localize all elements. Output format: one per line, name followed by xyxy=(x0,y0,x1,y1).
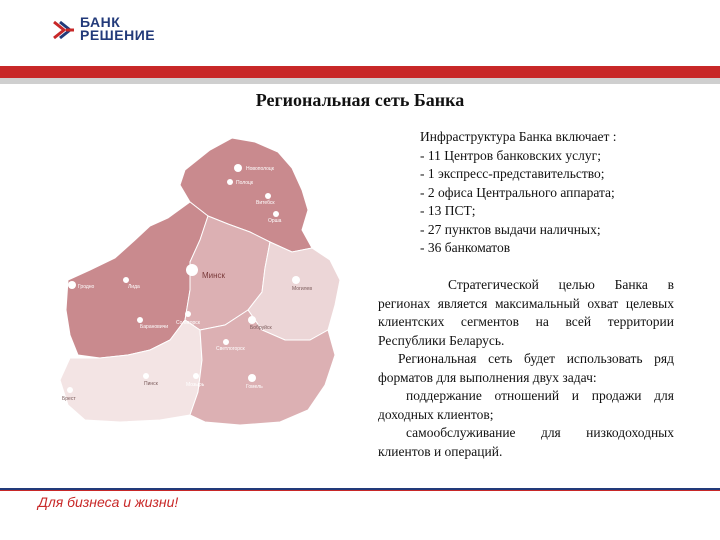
city-marker-grodno[interactable] xyxy=(68,281,76,289)
logo-mark-icon xyxy=(52,18,76,42)
logo-text xyxy=(80,16,155,42)
svg-text:Витебск: Витебск xyxy=(256,200,275,206)
city-marker-pinsk[interactable] xyxy=(143,373,149,379)
infrastructure-item: - 2 офиса Центрального аппарата; xyxy=(420,184,615,200)
logo-line2: РЕШЕНИЕ xyxy=(80,27,156,43)
infrastructure-heading: Инфраструктура Банка включает : xyxy=(420,129,617,144)
strategy-paragraph: Региональная сеть будет использовать ряд форматов для выполнения двух задач: xyxy=(378,351,674,385)
svg-text:Лида: Лида xyxy=(128,284,140,290)
city-marker-lida[interactable] xyxy=(123,277,129,283)
infrastructure-item: - 27 пунктов выдачи наличных; xyxy=(420,221,601,237)
svg-text:Барановичи: Барановичи xyxy=(140,324,169,330)
city-marker-brest[interactable] xyxy=(67,387,73,393)
city-marker-vitebsk[interactable] xyxy=(265,193,271,199)
city-marker-orsha[interactable] xyxy=(273,211,279,217)
header-red-band xyxy=(0,66,720,78)
city-marker-mogilev[interactable] xyxy=(292,276,300,284)
svg-text:Бобруйск: Бобруйск xyxy=(250,325,272,331)
capital-label: Минск xyxy=(202,271,226,280)
svg-text:Пинск: Пинск xyxy=(144,381,158,387)
svg-text:Мозырь: Мозырь xyxy=(186,382,205,388)
infrastructure-item: - 1 экспресс-представительство; xyxy=(420,166,605,181)
infrastructure-list xyxy=(420,128,700,258)
city-marker-polotsk[interactable] xyxy=(234,164,242,172)
infrastructure-item: - 11 Центров банковских услуг; xyxy=(420,147,601,163)
svg-text:Орша: Орша xyxy=(268,218,282,224)
strategy-paragraph: самообслуживание для низкодоходных клиентов и операций. xyxy=(378,425,674,459)
strategy-paragraph: поддержание отношений и продажи для доходных клиентов; xyxy=(378,388,674,422)
bank-logo[interactable] xyxy=(52,16,172,46)
svg-text:Брест: Брест xyxy=(62,396,76,402)
city-marker-gomel[interactable] xyxy=(248,374,256,382)
city-marker-polotsk2[interactable] xyxy=(227,179,233,185)
svg-text:Светлогорск: Светлогорск xyxy=(216,346,245,352)
city-marker-minsk[interactable] xyxy=(186,264,198,276)
city-marker-mozyr[interactable] xyxy=(193,373,199,379)
infrastructure-item: - 36 банкоматов xyxy=(420,240,511,255)
footer-slogan: Для бизнеса и жизни! xyxy=(38,494,179,510)
svg-text:Новополоцк: Новополоцк xyxy=(246,166,274,172)
city-marker-svetlogorsk[interactable] xyxy=(223,339,229,345)
svg-text:Гродно: Гродно xyxy=(78,284,95,290)
city-marker-baranovichi[interactable] xyxy=(137,317,143,323)
city-marker-bobruisk[interactable] xyxy=(248,316,256,324)
city-marker-soligorsk[interactable] xyxy=(185,311,191,317)
header-grey-band xyxy=(0,78,720,84)
page-title: Региональная сеть Банка xyxy=(255,90,465,110)
belarus-region-map xyxy=(40,130,370,450)
svg-text:Могилев: Могилев xyxy=(292,286,312,292)
svg-text:Полоцк: Полоцк xyxy=(236,180,254,186)
strategy-text xyxy=(378,276,674,461)
infrastructure-item: - 13 ПСТ; xyxy=(420,203,476,218)
footer-divider-accent xyxy=(0,490,720,491)
svg-text:Гомель: Гомель xyxy=(246,384,263,390)
strategy-paragraph: Стратегической целью Банка в регионах является максимальный охват целевых клиентских сегментов на всей территории Республики Беларусь. xyxy=(378,277,674,348)
logo-line1: БАНК xyxy=(80,14,121,30)
svg-text:Солигорск: Солигорск xyxy=(176,320,200,326)
